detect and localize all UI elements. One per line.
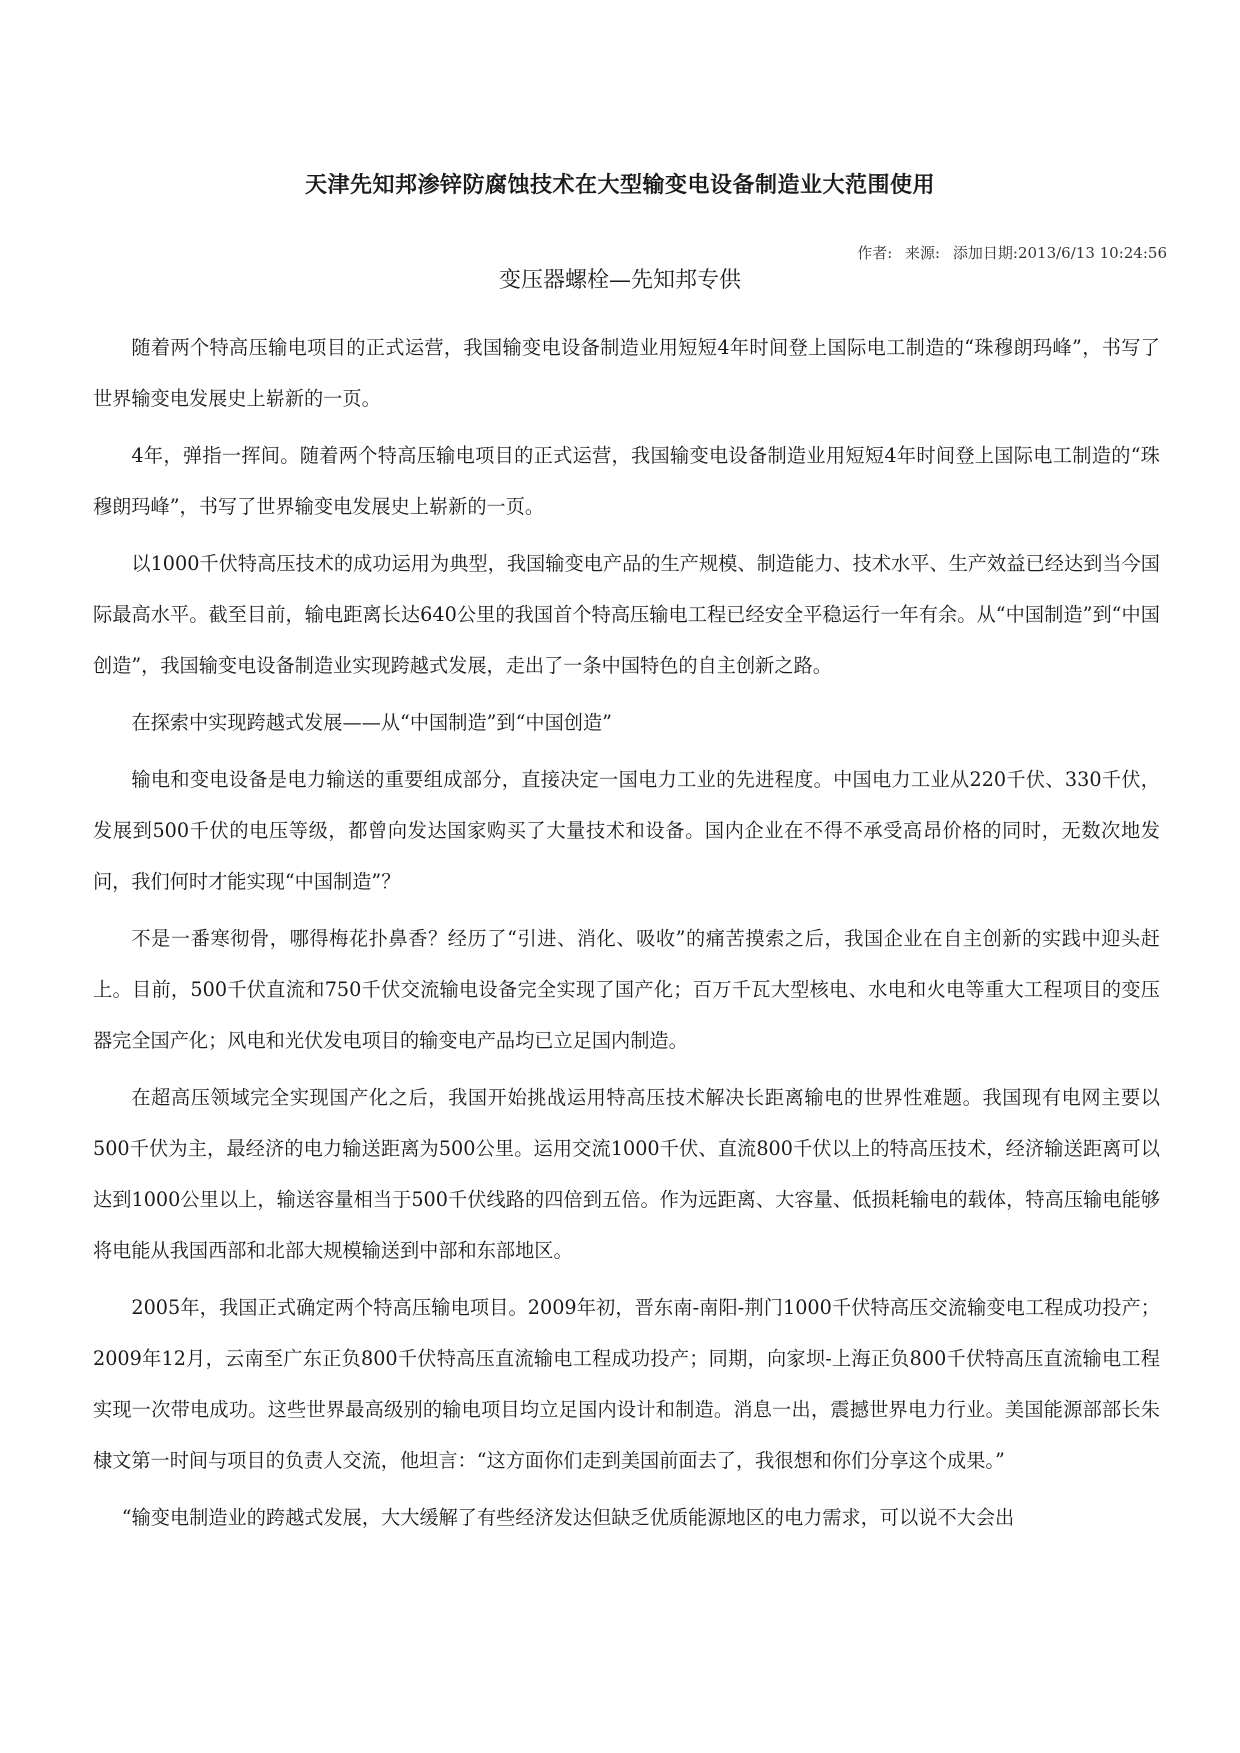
paragraph: 输电和变电设备是电力输送的重要组成部分，直接决定一国电力工业的先进程度。中国电力工业从220千伏、330千伏，发展到500千伏的电压等级，都曾向发达国家购买了大量技术和设备。国内企业在不得不承受高昂价格的同时，无数次地发问，我们何时才能实现“中国制造”？ [93, 768, 1160, 893]
article-body [93, 322, 1160, 1549]
paragraph: 4年，弹指一挥间。随着两个特高压输电项目的正式运营，我国输变电设备制造业用短短4年时间登上国际电工制造的“珠穆朗玛峰”，书写了世界输变电发展史上崭新的一页。 [93, 444, 1160, 518]
paragraph: 不是一番寒彻骨，哪得梅花扑鼻香？经历了“引进、消化、吸收”的痛苦摸索之后，我国企业在自主创新的实践中迎头赶上。目前，500千伏直流和750千伏交流输电设备完全实现了国产化；百万千瓦大型核电、水电和火电等重大工程项目的变压器完全国产化；风电和光伏发电项目的输变电产品均已立足国内制造。 [93, 927, 1160, 1052]
paragraph: 随着两个特高压输电项目的正式运营，我国输变电设备制造业用短短4年时间登上国际电工制造的“珠穆朗玛峰”，书写了世界输变电发展史上崭新的一页。 [93, 336, 1160, 410]
document-subtitle: 变压器螺栓—先知邦专供 [498, 268, 741, 293]
meta-source: 来源: [905, 244, 941, 262]
article-meta [849, 243, 1167, 263]
section-heading: 在探索中实现跨越式发展——从“中国制造”到“中国创造” [131, 711, 612, 734]
document-title: 天津先知邦渗锌防腐蚀技术在大型输变电设备制造业大范围使用 [304, 172, 935, 198]
paragraph: 以1000千伏特高压技术的成功运用为典型，我国输变电产品的生产规模、制造能力、技术水平、生产效益已经达到当今国际最高水平。截至目前，输电距离长达640公里的我国首个特高压输电工程已经安全平稳运行一年有余。从“中国制造”到“中国创造”，我国输变电设备制造业实现跨越式发展，走出了一条中国特色的自主创新之路。 [93, 552, 1160, 677]
meta-date: 添加日期:2013/6/13 10:24:56 [952, 244, 1167, 262]
paragraph: 在超高压领域完全实现国产化之后，我国开始挑战运用特高压技术解决长距离输电的世界性难题。我国现有电网主要以500千伏为主，最经济的电力输送距离为500公里。运用交流1000千伏、直流800千伏以上的特高压技术，经济输送距离可以达到1000公里以上，输送容量相当于500千伏线路的四倍到五倍。作为远距离、大容量、低损耗输电的载体，特高压输电能够将电能从我国西部和北部大规模输送到中部和东部地区。 [93, 1086, 1160, 1262]
paragraph: “输变电制造业的跨越式发展，大大缓解了有些经济发达但缺乏优质能源地区的电力需求，可以说不大会出 [121, 1506, 1015, 1529]
paragraph: 2005年，我国正式确定两个特高压输电项目。2009年初，晋东南-南阳-荆门1000千伏特高压交流输变电工程成功投产；2009年12月，云南至广东正负800千伏特高压直流输电工程成功投产；同期，向家坝-上海正负800千伏特高压直流输电工程实现一次带电成功。这些世界最高级别的输电项目均立足国内设计和制造。消息一出，震撼世界电力行业。美国能源部部长朱棣文第一时间与项目的负责人交流，他坦言：“这方面你们走到美国前面去了，我很想和你们分享这个成果。” [93, 1296, 1160, 1472]
meta-author: 作者: [857, 244, 893, 262]
